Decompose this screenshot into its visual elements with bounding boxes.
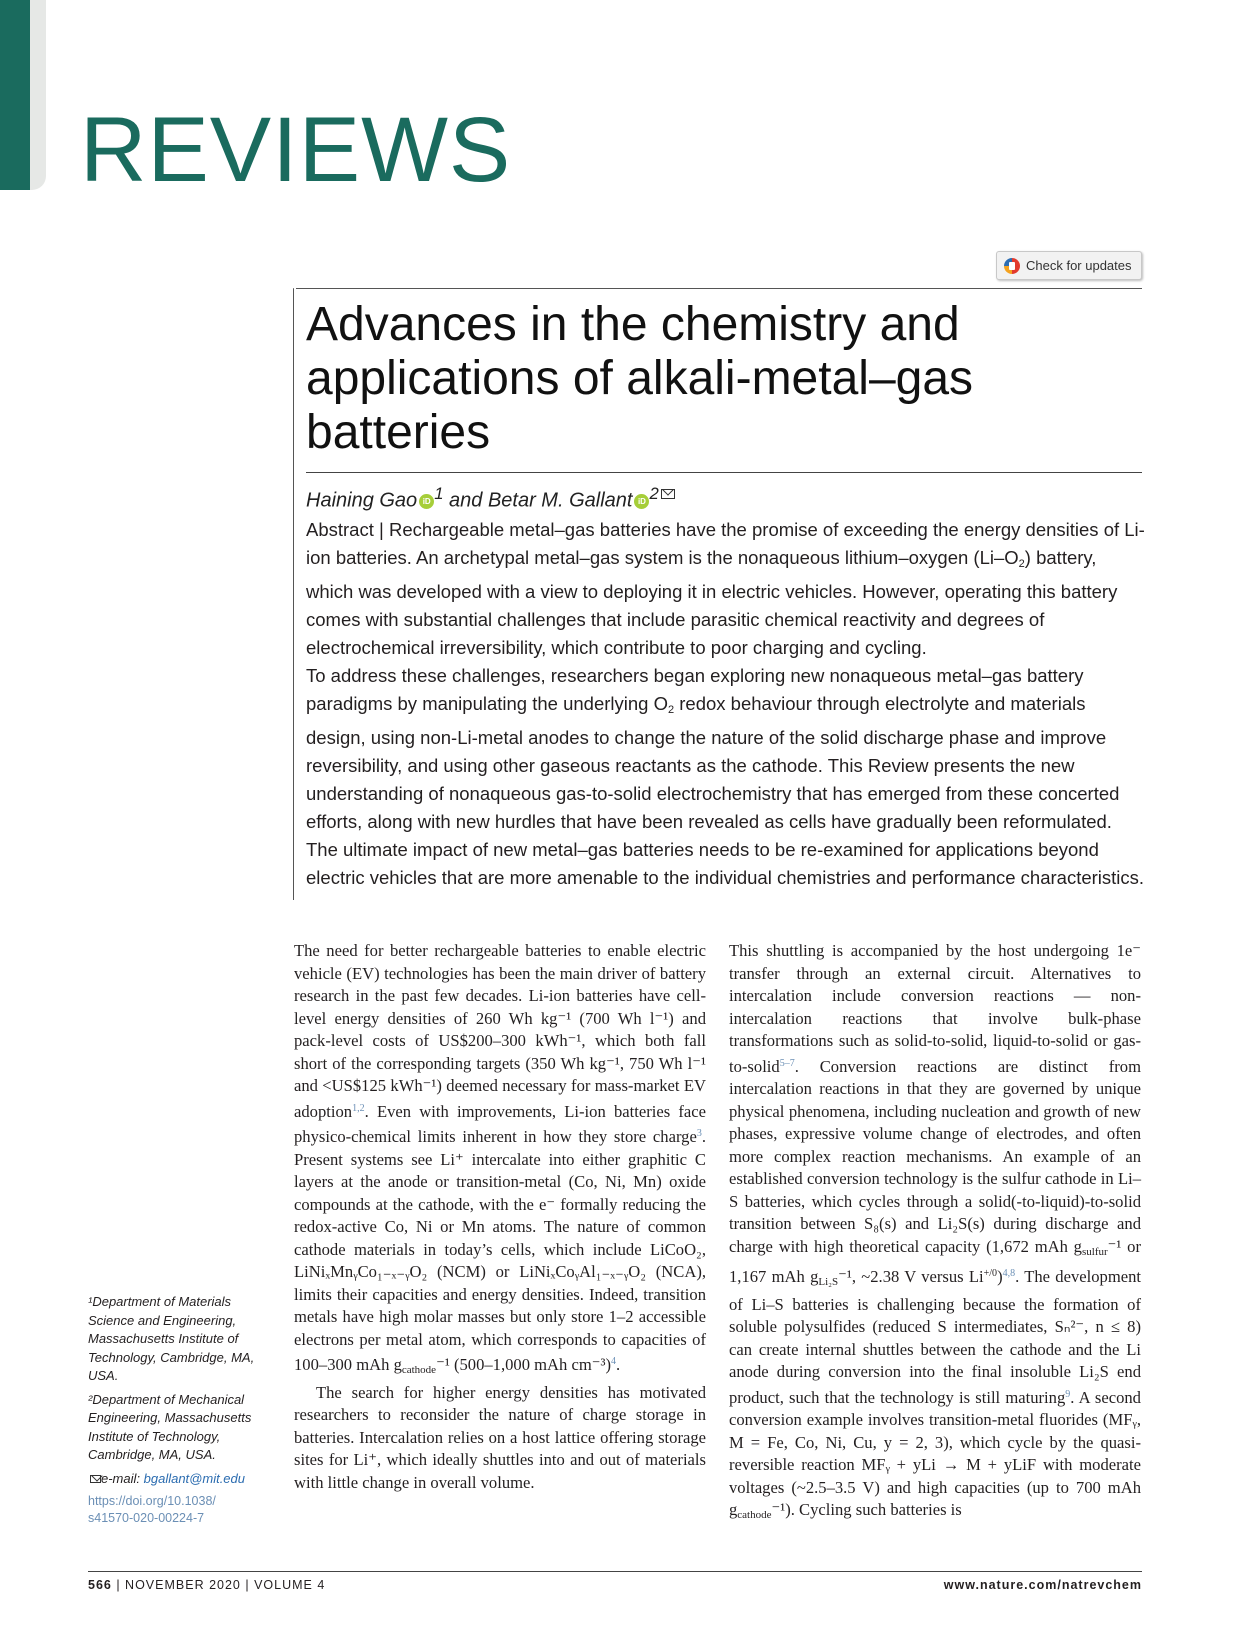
email-link[interactable]: bgallant@mit.edu [143,1470,245,1486]
body-paragraph [294,1382,706,1495]
abstract-label: Abstract [306,519,374,540]
side-accent-bar [0,0,30,190]
orcid-icon[interactable]: iD [419,494,434,509]
body-paragraph [294,940,706,1382]
page-number: 566 [88,1578,112,1592]
mail-icon[interactable] [661,489,675,499]
email-line [88,1470,263,1489]
citation-link[interactable]: 9 [1065,1388,1071,1400]
author-join: and [443,489,488,512]
citation-link[interactable]: 4,8 [1002,1268,1016,1279]
orcid-icon[interactable]: iD [634,494,649,509]
check-for-updates-label: Check for updates [1026,258,1132,273]
check-for-updates-button[interactable] [996,251,1142,280]
email-label: e-mail: [101,1470,144,1486]
body-paragraph [729,940,1141,1527]
author-1: Haining Gao [306,489,418,512]
footer-citation [88,1578,325,1592]
body-text: . Conversion reactions are distinct from intercalation reactions in that they are governed by unique physical phenomena, including nucleation and growth of new phases, expressive volume change of electrodes, and often more complex reaction mechanisms. An example of an established conversion technology is the sulfur cathode in Li–S batteries, which cycles through a solid(-to-liquid)-to-solid transition between S₈(s) and Li₂S(s) during discharge and charge with high theoretical capacity (1,672 mAh g [729,1056,1141,1256]
body-text: . A second conversion example involves transition-metal fluorides (MFᵧ, M = Fe, Co, Ni, Cu, y = 2, 3), which cycle by the quasi-reversible reaction MFᵧ + yLi → M + yLiF with moderate voltages (~2.5–3.5 V) and high capacities (up to 700 mAh g [729,1387,1141,1519]
body-text: ⁻¹ (500–1,000 mAh cm⁻³) [436,1355,612,1374]
body-text: . [616,1355,621,1374]
subscript: Li₂S [818,1276,839,1288]
subscript: cathode [737,1509,772,1521]
footer-divider [88,1571,1142,1572]
issue-info: | NOVEMBER 2020 | VOLUME 4 [111,1578,326,1592]
abstract-para-1b: ) battery, which was developed with a view to deploying it in electric vehicles. However, operating this battery comes with substantial challenges that include parasitic chemical reactivity and degrees of electrochemical irreversibility, which contribute to poor charging and cycling. [306,547,1118,658]
article-title: Advances in the chemistry and applications of alkali-metal–gas batteries [306,298,974,459]
abstract-subscript: 2 [1018,558,1025,570]
body-text: The need for better rechargeable batteries to enable electric vehicle (EV) technologies has been the main driver of battery research in the past few decades. Li-ion batteries have cell-level energy densities of 260 Wh kg⁻¹ (700 Wh l⁻¹) and pack-level costs of US$200–300 kWh⁻¹, which both fall short of the corresponding targets (350 Wh kg⁻¹, 750 Wh l⁻¹ and <US$125 kWh⁻¹) deemed necessary for mass-market EV adoption [294,941,706,1121]
body-text: ⁻¹). Cycling such batteries is [771,1500,962,1519]
author-1-affiliation-mark: 1 [434,484,444,503]
journal-url[interactable]: www.nature.com/natrevchem [943,1578,1142,1592]
superscript: +/0 [983,1268,998,1279]
section-title: REVIEWS [80,99,512,201]
body-text: The search for higher energy densities has motivated researchers to reconsider the nature of charge storage in batteries. Intercalation relies on a host lattice offering storage sites for Li⁺, which ideally shuttles into and out of materials with little change in overall volume. [294,1382,706,1492]
doi-link[interactable]: https://doi.org/10.1038/ s41570-020-00224-7 [88,1494,216,1525]
body-text: This shuttling is accompanied by the host undergoing 1e⁻ transfer through an external circuit. Alternatives to intercalation include conversion reactions — non-intercalation reactions that involve bulk-phase transformations such as solid-to-solid, liquid-to-solid or gas-to-solid [729,941,1141,1076]
citation-link[interactable]: 5–7 [779,1057,795,1069]
title-frame-left [293,288,294,900]
body-text: ⁻¹ or 1,167 mAh g [729,1236,1141,1286]
author-line [306,481,675,514]
citation-link[interactable]: 1,2 [352,1102,365,1114]
body-text: ⁻¹, ~2.38 V versus Li [838,1267,984,1286]
abstract-subscript: 2 [668,704,675,716]
mail-icon [90,1475,101,1483]
affiliation-1: ¹Department of Materials Science and Engineering, Massachusetts Institute of Technology, Cambridge, MA, USA. [88,1294,255,1383]
subscript: sulfur [1081,1245,1108,1258]
subscript: cathode [401,1364,437,1376]
body-text: . Present systems see Li⁺ intercalate into either graphitic C layers at the anode or transition-metal (Co, Ni, Mn) oxide compounds at the cathode, with the e⁻ formally reducing the redox-active Co, Ni or Mn atoms. The nature of common cathode materials in today’s cells, which include LiCoO₂, LiNiₓMnᵧCo₁₋ₓ₋ᵧO₂ (NCM) or LiNiₓCoᵧAl₁₋ₓ₋ᵧO₂ (NCA), limits their capacities and energy densities. Indeed, transition metals have high molar masses but only store 1–2 accessible electrons per metal atom, which corresponds to capacities of 100–300 mAh g [294,1127,706,1374]
abstract-para-1: Rechargeable metal–gas batteries have the promise of exceeding the energy densities of Li-ion batteries. An archetypal metal–gas system is the nonaqueous lithium–oxygen (Li–O [306,519,1145,568]
crossmark-icon [1004,258,1020,274]
title-frame-top [296,288,1142,289]
side-accent-edge [30,0,46,190]
affiliation-2: ²Department of Mechanical Engineering, Massachusetts Institute of Technology, Cambridge, MA, USA. [88,1391,252,1462]
body-column-left [294,940,706,1494]
body-column-right [729,940,1141,1527]
abstract-para-2: To address these challenges, researchers began exploring new nonaqueous metal–gas battery paradigms by manipulating the underlying O [306,665,1084,714]
author-2-affiliation-mark: 2 [649,484,659,503]
citation-link[interactable]: 3 [696,1128,702,1139]
body-text: . The development of Li–S batteries is challenging because the formation of soluble polysulfides (reduced S intermediates, Sₙ²⁻, n ≤ 8) can create internal shuttles between the cathode and the Li anode during conversion into the final insoluble Li₂S end product, such that the technology is still maturing [729,1267,1141,1407]
author-2: Betar M. Gallant [487,489,633,512]
affiliations [88,1293,263,1532]
abstract-para-2b: redox behaviour through electrolyte and materials design, using non-Li-metal anodes to change the nature of the solid discharge phase and improve reversibility, and using other gaseous reactants as the cathode. This Review presents the new understanding of nonaqueous gas-to-solid electrochemistry that has emerged from these concerted efforts, along with new hurdles that have been revealed as cells have gradually been reformulated. The ultimate impact of new metal–gas batteries needs to be re-examined for applications beyond electric vehicles that are more amenable to the individual chemistries and performance characteristics. [306,693,1145,888]
body-text: . Even with improvements, Li-ion batteries face physico-chemical limits inherent in how they store charge [294,1101,706,1146]
title-divider [306,472,1142,473]
body-text: ) [997,1267,1003,1286]
citation-link[interactable]: 4 [611,1356,617,1367]
abstract [306,516,1146,892]
abstract-separator: | [373,519,389,540]
